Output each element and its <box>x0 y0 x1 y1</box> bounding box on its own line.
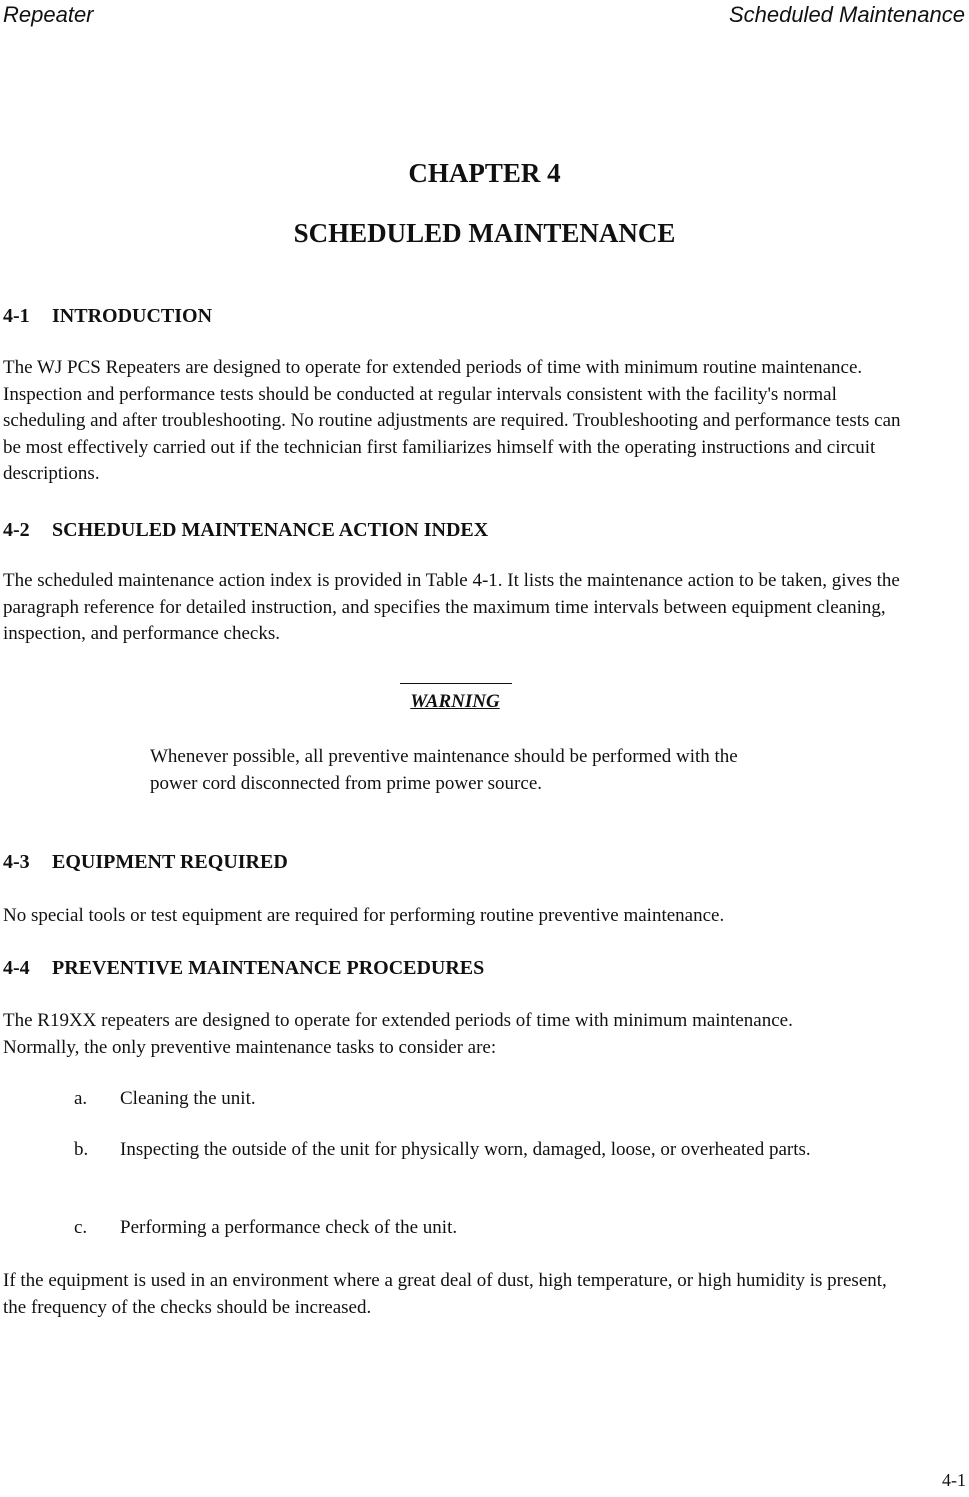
section-number: 4-2 <box>3 519 30 541</box>
section-body-4-1: The WJ PCS Repeaters are designed to operate for extended periods of time with minimum routine maintenance. Inspection and performance tests should be conducted at regular intervals consistent with the facility's normal scheduling and after troubleshooting. No routine adjustments are required. Troubleshooting and performance tests can be most effectively carried out if the technician first familiarizes himself with the operating instructions and circuit descriptions. <box>3 357 901 484</box>
section-heading-4-1 <box>3 305 212 328</box>
list-item-label: b. <box>74 1139 89 1160</box>
list-item-text: Inspecting the outside of the unit for physically worn, damaged, loose, or overheated parts. <box>120 1139 811 1160</box>
running-header-left: Repeater <box>3 2 94 27</box>
running-header-right: Scheduled Maintenance <box>728 2 965 27</box>
list-item-text: Cleaning the unit. <box>120 1088 256 1109</box>
warning-text: Whenever possible, all preventive maintenance should be performed with the power cord disconnected from prime power source. <box>150 746 738 794</box>
page-number: 4-1 <box>942 1470 966 1490</box>
list-item-label: a. <box>74 1088 88 1109</box>
section-body-4-4: The R19XX repeaters are designed to operate for extended periods of time with minimum maintenance. Normally, the only preventive maintenance tasks to consider are: <box>3 1010 793 1058</box>
section-number: 4-3 <box>3 851 30 873</box>
section-heading-4-2 <box>3 519 488 542</box>
section-title: PREVENTIVE MAINTENANCE PROCEDURES <box>52 957 485 979</box>
chapter-title: SCHEDULED MAINTENANCE <box>293 218 676 248</box>
closing-paragraph: If the equipment is used in an environment where a great deal of dust, high temperature, or high humidity is present, the frequency of the checks should be increased. <box>3 1270 887 1318</box>
list-item-text: Performing a performance check of the unit. <box>120 1217 458 1238</box>
section-body-4-2: The scheduled maintenance action index is provided in Table 4-1. It lists the maintenance action to be taken, gives the paragraph reference for detailed instruction, and specifies the maximum time intervals between equipment cleaning, inspection, and performance checks. <box>3 570 900 644</box>
section-title: EQUIPMENT REQUIRED <box>52 851 288 873</box>
section-body-4-3: No special tools or test equipment are required for performing routine preventive maintenance. <box>3 905 725 926</box>
chapter-number: CHAPTER 4 <box>408 158 561 188</box>
list-item-label: c. <box>74 1217 88 1238</box>
warning-rule <box>400 683 512 684</box>
section-heading-4-4 <box>3 957 484 980</box>
warning-label: WARNING <box>410 691 500 712</box>
section-number: 4-4 <box>3 957 30 979</box>
section-heading-4-3 <box>3 851 288 874</box>
section-title: SCHEDULED MAINTENANCE ACTION INDEX <box>52 519 489 541</box>
section-title: INTRODUCTION <box>52 305 213 327</box>
section-number: 4-1 <box>3 305 30 327</box>
